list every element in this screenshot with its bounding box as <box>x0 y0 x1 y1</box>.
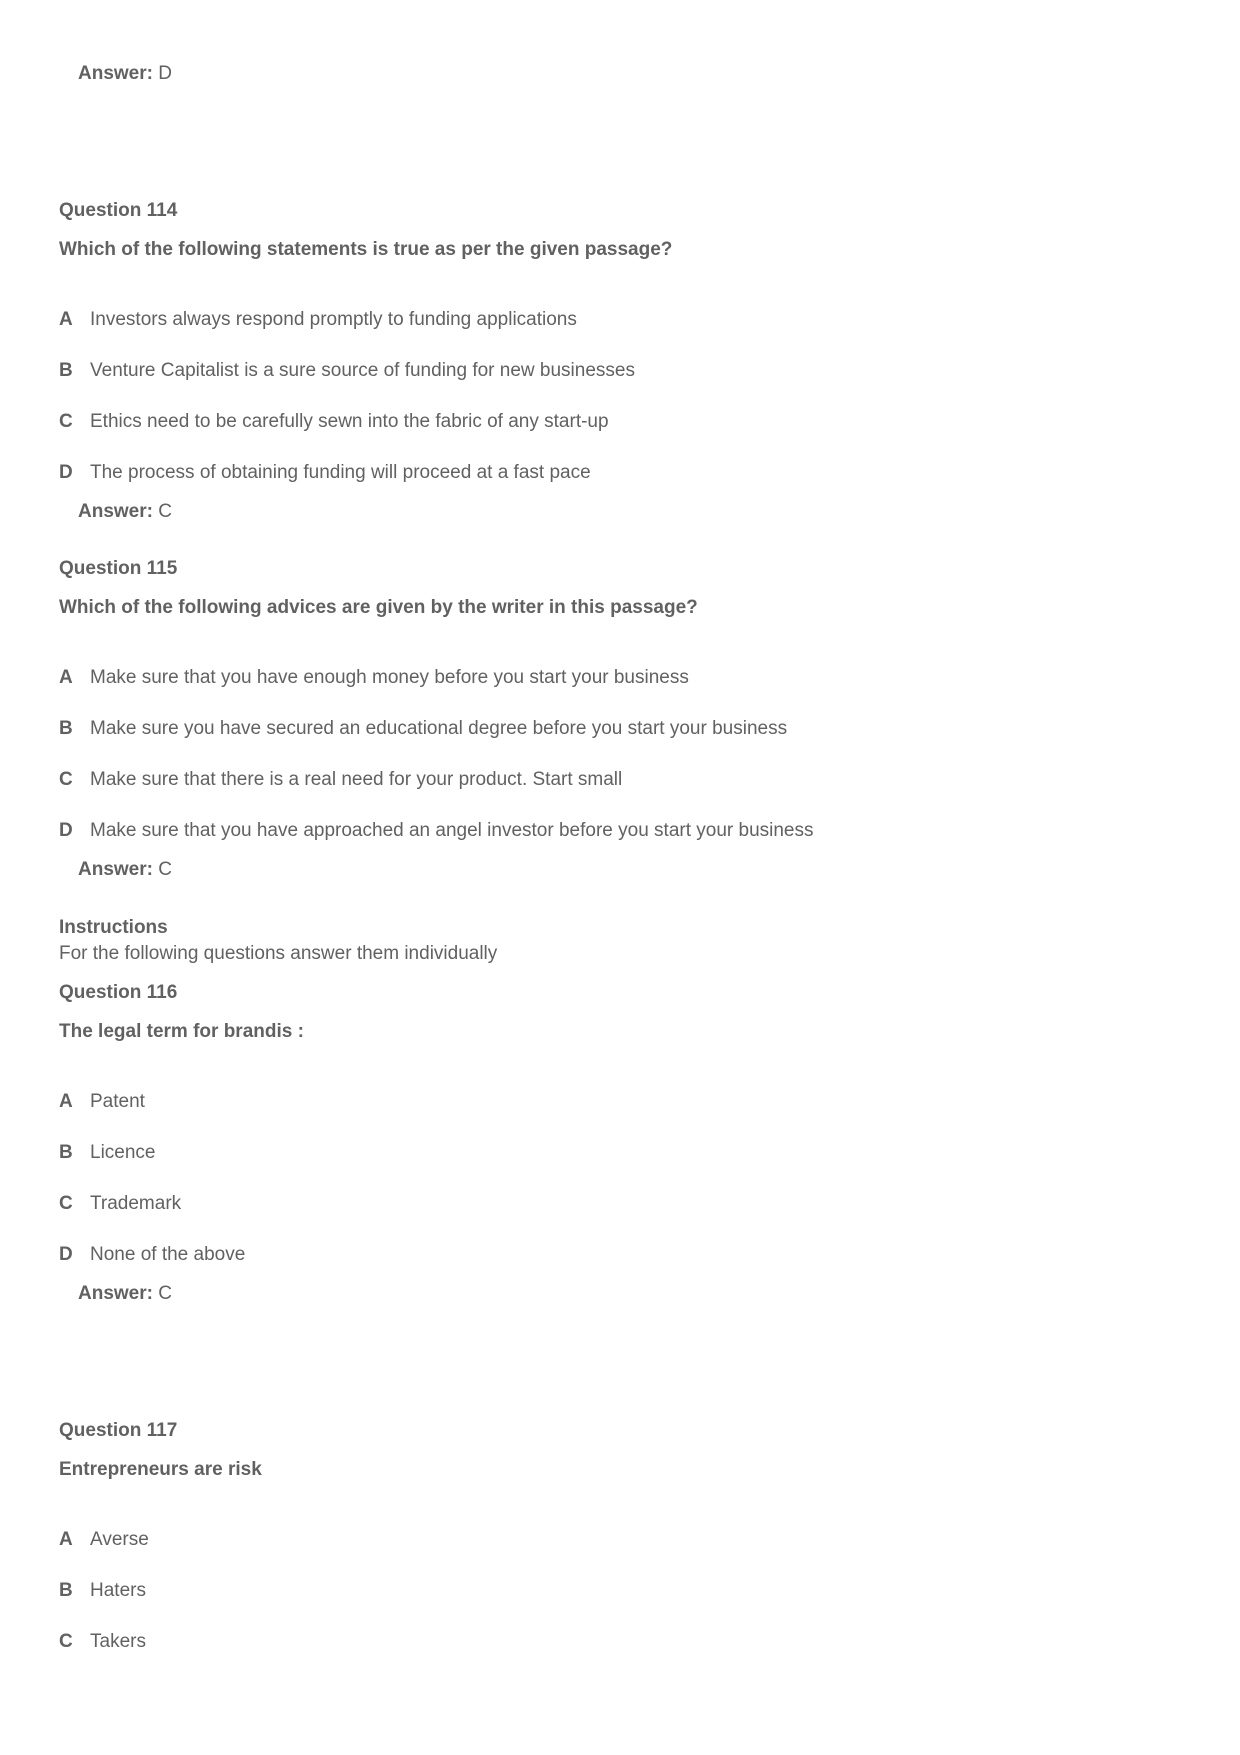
option-text: None of the above <box>90 1244 246 1265</box>
option-c <box>59 768 622 792</box>
option-letter: C <box>59 1631 73 1652</box>
question-number: Question 116 <box>59 982 178 1003</box>
option-c <box>59 1630 146 1654</box>
option-b <box>59 1141 156 1165</box>
option-text: Averse <box>90 1529 149 1550</box>
option-letter: C <box>59 411 73 432</box>
option-letter: A <box>59 667 73 688</box>
answer-line <box>78 62 172 86</box>
option-letter: D <box>59 462 73 483</box>
instructions-text: For the following questions answer them individually <box>59 943 498 964</box>
answer-line <box>78 858 172 882</box>
option-letter: B <box>59 360 73 381</box>
option-letter: C <box>59 1193 73 1214</box>
answer-line <box>78 1282 172 1306</box>
answer-value: C <box>158 501 172 522</box>
option-text: Investors always respond promptly to funding applications <box>90 309 577 330</box>
question-number: Question 114 <box>59 200 178 221</box>
option-d <box>59 1243 245 1267</box>
question-text: Entrepreneurs are risk <box>59 1459 262 1480</box>
option-letter: A <box>59 1529 73 1550</box>
option-text: Takers <box>90 1631 146 1652</box>
answer-value: D <box>158 63 172 84</box>
option-letter: D <box>59 1244 73 1265</box>
question-text: Which of the following advices are given by the writer in this passage? <box>59 597 698 618</box>
option-letter: B <box>59 1142 73 1163</box>
option-a <box>59 1090 145 1114</box>
answer-label: Answer: <box>78 501 153 522</box>
option-letter: D <box>59 820 73 841</box>
option-text: Make sure that you have approached an angel investor before you start your business <box>90 820 814 841</box>
option-text: Patent <box>90 1091 145 1112</box>
question-text: The legal term for brandis : <box>59 1021 304 1042</box>
answer-label: Answer: <box>78 63 153 84</box>
answer-value: C <box>158 1283 172 1304</box>
option-b <box>59 717 787 741</box>
option-a <box>59 308 577 332</box>
instructions-title: Instructions <box>59 917 168 938</box>
option-text: Trademark <box>90 1193 182 1214</box>
option-letter: A <box>59 309 73 330</box>
answer-line <box>78 500 172 524</box>
option-letter: A <box>59 1091 73 1112</box>
option-letter: B <box>59 1580 73 1601</box>
option-c <box>59 410 609 434</box>
option-b <box>59 1579 146 1603</box>
option-d <box>59 461 591 485</box>
option-letter: C <box>59 769 73 790</box>
option-a <box>59 666 689 690</box>
question-number: Question 115 <box>59 558 178 579</box>
option-text: Venture Capitalist is a sure source of funding for new businesses <box>90 360 635 381</box>
option-letter: B <box>59 718 73 739</box>
answer-value: C <box>158 859 172 880</box>
answer-label: Answer: <box>78 1283 153 1304</box>
option-text: Licence <box>90 1142 156 1163</box>
option-text: Haters <box>90 1580 146 1601</box>
question-text: Which of the following statements is true as per the given passage? <box>59 239 673 260</box>
option-text: Ethics need to be carefully sewn into the fabric of any start-up <box>90 411 609 432</box>
answer-label: Answer: <box>78 859 153 880</box>
option-text: Make sure that you have enough money before you start your business <box>90 667 689 688</box>
option-d <box>59 819 814 843</box>
option-text: Make sure that there is a real need for your product. Start small <box>90 769 623 790</box>
question-number: Question 117 <box>59 1420 178 1441</box>
option-b <box>59 359 635 383</box>
option-a <box>59 1528 149 1552</box>
option-text: Make sure you have secured an educational degree before you start your business <box>90 718 788 739</box>
option-c <box>59 1192 181 1216</box>
option-text: The process of obtaining funding will proceed at a fast pace <box>90 462 591 483</box>
